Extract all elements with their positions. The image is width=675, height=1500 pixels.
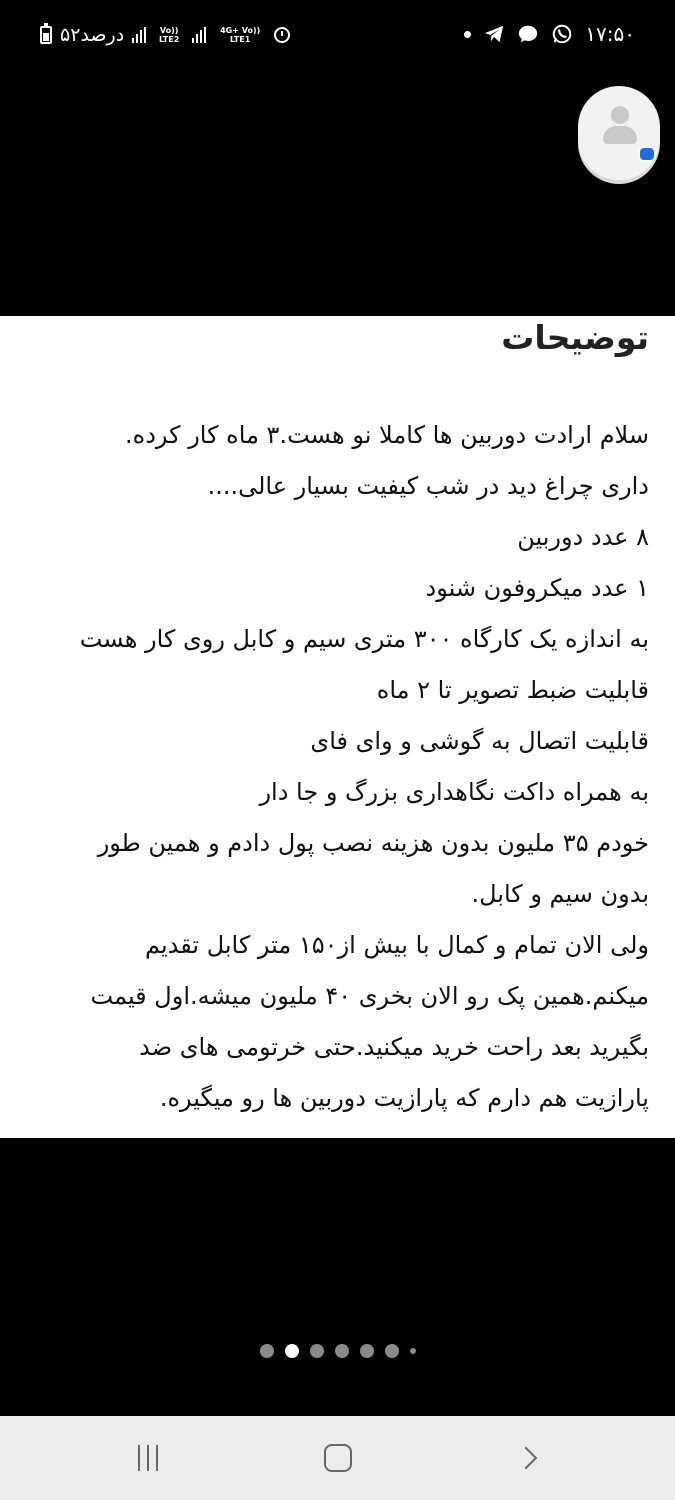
- back-button[interactable]: [466, 1416, 586, 1500]
- description-line: سلام ارادت دوربین ها کاملا نو هست.۳ ماه کار کرده.: [125, 421, 649, 449]
- description-line: قابلیت اتصال به گوشی و وای فای: [310, 727, 649, 755]
- page-indicator[interactable]: [0, 1343, 675, 1359]
- recents-button[interactable]: [88, 1416, 208, 1500]
- description-line: ولی الان تمام و کمال با بیش از۱۵۰ متر کابل تقدیم: [145, 931, 649, 959]
- status-left-group: [40, 24, 290, 46]
- signal-icon: [132, 27, 146, 43]
- description-line: به همراه داکت نگاهداری بزرگ و جا دار: [259, 778, 649, 806]
- home-icon: [324, 1444, 352, 1472]
- description-line: بگیرید بعد راحت خرید میکنید.حتی خرتومی های ضد: [139, 1033, 649, 1061]
- description-line: میکنم.همین پک رو الان بخری ۴۰ ملیون میشه.اول قیمت: [90, 982, 649, 1010]
- message-icon: [517, 23, 539, 45]
- telegram-icon: [483, 23, 505, 45]
- alarm-icon: [274, 27, 290, 43]
- sim1-label-text: 4G+ Vo)) LTE1: [220, 26, 261, 44]
- home-button[interactable]: [278, 1416, 398, 1500]
- recents-icon: [138, 1445, 158, 1471]
- description-line: ۸ عدد دوربین: [517, 523, 649, 551]
- description-line: داری چراغ دید در شب کیفیت بسیار عالی....: [207, 472, 649, 500]
- sim2-network-label: [154, 26, 184, 44]
- battery-percentage: ۵۲درصد: [60, 24, 125, 46]
- page-dot-active[interactable]: [285, 1344, 299, 1358]
- floating-chat-head[interactable]: [578, 86, 660, 180]
- page-dot[interactable]: [260, 1344, 274, 1358]
- description-line: خودم ۳۵ ملیون بدون هزینه نصب پول دادم و همین طور: [97, 829, 649, 857]
- navigation-bar: [0, 1416, 675, 1500]
- description-line: به اندازه یک کارگاه ۳۰۰ متری سیم و کابل روی کار هست: [79, 625, 649, 653]
- page-dot[interactable]: [410, 1348, 416, 1354]
- whatsapp-icon: [551, 23, 573, 45]
- listing-description-panel: [0, 316, 675, 1138]
- chat-badge-icon: [638, 146, 656, 162]
- status-right-group: [464, 22, 635, 46]
- page-dot[interactable]: [360, 1344, 374, 1358]
- page-dot[interactable]: [385, 1344, 399, 1358]
- section-title: توضیحات: [501, 318, 649, 357]
- description-line: ۱ عدد میکروفون شنود: [425, 574, 649, 602]
- sim2-label-text: Vo)) LTE2: [159, 26, 180, 44]
- description-text: [9, 410, 649, 1124]
- clock: ۱۷:۵۰: [585, 22, 635, 46]
- signal-icon: [192, 27, 206, 43]
- person-avatar-icon: [611, 106, 629, 124]
- page-dot[interactable]: [310, 1344, 324, 1358]
- sim1-network-label: [214, 26, 266, 44]
- description-line: پارازیت هم دارم که پارازیت دوربین ها رو میگیره.: [159, 1084, 649, 1112]
- status-bar: [0, 0, 675, 80]
- battery-icon: [40, 26, 52, 44]
- notification-dot-icon: [464, 31, 471, 38]
- chevron-right-icon: [515, 1447, 538, 1470]
- description-line: قابلیت ضبط تصویر تا ۲ ماه: [376, 676, 649, 704]
- page-dot[interactable]: [335, 1344, 349, 1358]
- person-avatar-body: [603, 126, 637, 144]
- description-line: بدون سیم و کابل.: [471, 880, 649, 908]
